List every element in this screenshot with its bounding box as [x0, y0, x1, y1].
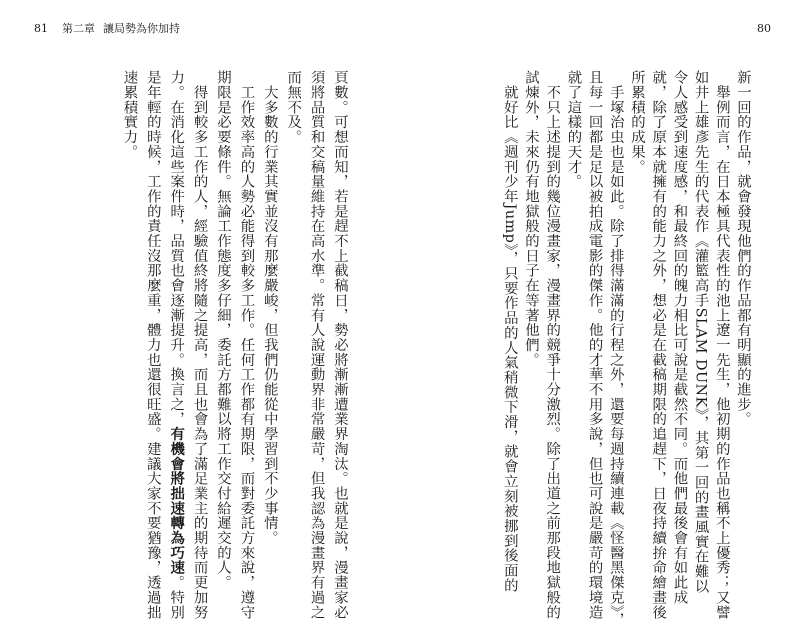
left-page-line: 而無不及。 — [285, 70, 302, 145]
right-page-line: 令人感受到速度感，和最終回的魄力相比可說是截然不同。而他們最後會有如此成 — [671, 70, 688, 605]
left-page-line: 速累積實力。 — [121, 70, 138, 160]
left-page-line: 須將品質和交稿量維持在高水準。常有人說運動界非常嚴苛，但我認為漫畫界有過之 — [308, 70, 325, 620]
emphasis-text: 有機會將拙速轉為巧速 — [168, 426, 186, 575]
right-page-number: 80 — [757, 22, 771, 35]
left-page-line: 期限是必要條件。無論工作態度多仔細，委託方都難以將工作交付給遲交的人。 — [214, 70, 231, 590]
chapter-label: 第二章 — [62, 22, 95, 35]
right-page-line: 所累積的成果。 — [628, 70, 645, 174]
right-page-line: 就，除了原本就擁有的能力之外，想必是在截稿期限的追趕下，日夜持續拚命繪畫後 — [650, 70, 667, 620]
right-page-line: 手塚治虫也是如此。除了排得滿滿的行程之外，還要每週持續連載《怪醫黑傑克》， — [607, 70, 624, 627]
left-page-line: 得到較多工作的人，經驗值終將隨之提高，而且也會為了滿足業主的期待而更加努 — [191, 70, 208, 620]
left-page-line: 是年輕的時候，工作的責任沒那麼重，體力也還很旺盛。建議大家不要猶豫，透過拙 — [144, 70, 161, 620]
right-page-line: 新一回的作品，就會發現他們的作品都有明顯的進步。 — [734, 70, 751, 427]
line-text: 。特別 — [168, 574, 185, 620]
left-page-line: 大多數的行業其實並沒有那麼嚴峻，但我們仍能從中學習到不少事情。 — [261, 70, 278, 546]
line-text: 力。在消化這些案件時，品質也會逐漸提升。換言之， — [168, 70, 185, 427]
right-page-line: 舉例而言，在日本極具代表性的池上遼一先生，他初期的作品也稱不上優秀；又譬 — [713, 70, 730, 620]
left-page-line — [164, 70, 188, 619]
right-page-line: 如井上雄彥先生的代表作《灌籃高手SLAM DUNK》，其第一回的畫風實在難以 — [692, 70, 709, 594]
right-page-line: 不只上述提到的幾位漫畫家，漫畫界的競爭十分激烈。除了出道之前那段地獄般的 — [544, 70, 561, 620]
left-page-number: 81 — [34, 22, 48, 35]
chapter-title: 讓局勢為你加持 — [103, 22, 180, 35]
left-running-head — [34, 22, 204, 36]
right-running-head — [757, 22, 771, 36]
right-page-line: 試煉外，未來仍有地獄般的日子在等著他們。 — [522, 70, 539, 367]
right-page-line: 就了這樣的天才。 — [565, 70, 582, 189]
left-page-line: 工作效率高的人勢必能得到較多工作。任何工作都有期限，而對委託方來說，遵守 — [238, 70, 255, 620]
right-page-line: 就好比《週刊少年Jump》，只要作品的人氣稍微下滑，就會立刻被挪到後面的 — [501, 70, 518, 593]
right-page-line: 且每一回都是足以被拍成電影的傑作。他的才華不用多說，但也可說是嚴苛的環境造 — [586, 70, 603, 620]
left-page-line: 頁數。可想而知，若是趕不上截稿日，勢必將漸漸遭業界淘汰。也就是說，漫畫家必 — [331, 70, 348, 620]
